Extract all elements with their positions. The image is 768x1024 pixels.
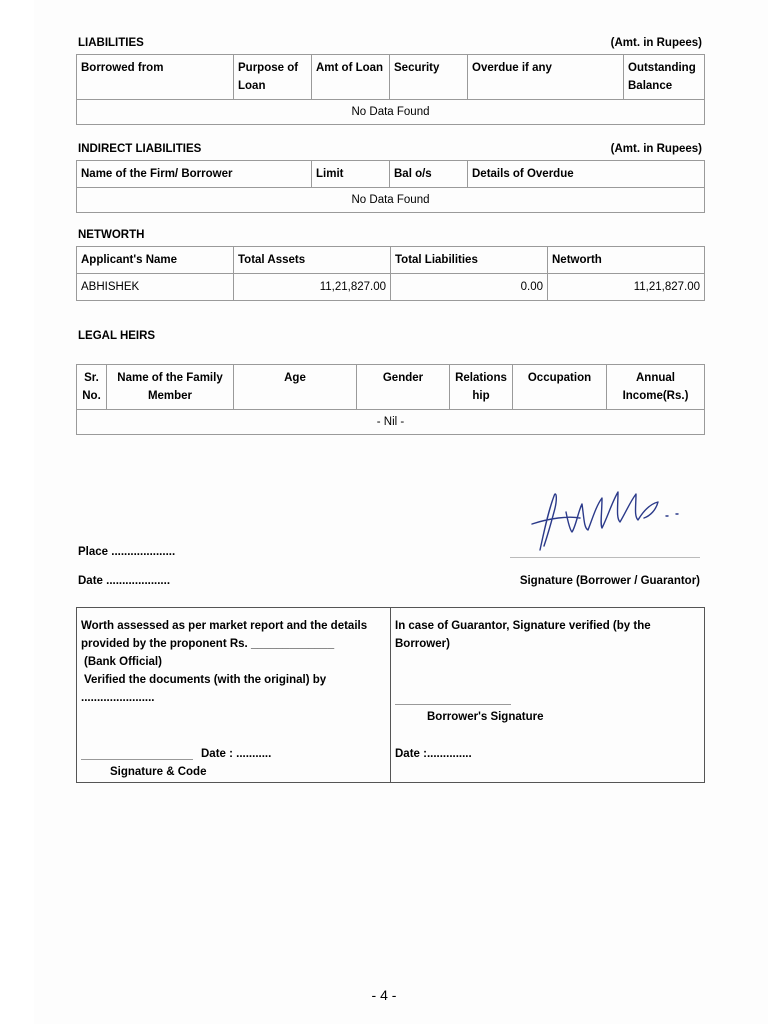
total-assets: 11,21,827.00 [234,274,391,301]
header-cell: Limit [312,161,390,188]
table-row [77,100,705,125]
indirect-unit: (Amt. in Rupees) [610,143,702,155]
header-cell: Sr. No. [77,365,107,410]
header-cell: Occupation [513,365,607,410]
empty-message: - Nil - [77,410,705,435]
indirect-title: INDIRECT LIABILITIES [78,143,202,155]
header-cell: Amt of Loan [312,55,390,100]
place-label: Place .................... [78,546,176,558]
right-date-label: Date :.............. [395,748,472,760]
verified-by-dots: ....................... [81,692,155,704]
header-cell: Relations hip [450,365,513,410]
page-number: - 4 - [371,987,397,1003]
signature-caption: Signature (Borrower / Guarantor) [519,575,700,587]
handwritten-signature [510,472,690,556]
indirect-table [76,160,705,213]
table-row [77,274,705,301]
signature-code-label: Signature & Code [110,766,207,778]
header-cell: Details of Overdue [468,161,705,188]
header-cell: Name of the Family Member [107,365,234,410]
header-cell: Networth [548,247,705,274]
borrower-signature-line [395,704,511,705]
networth-heading [78,229,702,241]
legal-heirs-heading [78,330,702,342]
table-header-row [77,247,705,274]
borrower-text: Borrower) [395,638,450,650]
liabilities-table [76,54,705,125]
legal-heirs-table [76,364,705,435]
networth-table [76,246,705,301]
header-cell: Purpose of Loan [234,55,312,100]
worth-assessed-text: Worth assessed as per market report and the details [81,620,368,632]
left-date-label: Date : ........... [201,748,272,760]
signature-line [510,557,700,558]
header-cell: Annual Income(Rs.) [607,365,705,410]
borrower-signature-label: Borrower's Signature [427,711,544,723]
header-cell: Outstanding Balance [624,55,705,100]
verified-documents-text: Verified the documents (with the original) by [84,674,327,686]
date-label: Date .................... [78,575,171,587]
signature-code-line [81,759,193,760]
header-cell: Name of the Firm/ Borrower [77,161,312,188]
header-cell: Total Liabilities [391,247,548,274]
liabilities-unit: (Amt. in Rupees) [610,37,702,49]
header-cell: Total Assets [234,247,391,274]
header-cell: Applicant's Name [77,247,234,274]
table-row [77,410,705,435]
table-header-row [77,365,705,410]
empty-message: No Data Found [77,100,705,125]
header-cell: Age [234,365,357,410]
header-cell: Security [390,55,468,100]
header-cell: Borrowed from [77,55,234,100]
bank-official-section [77,608,391,782]
indirect-heading [78,143,702,155]
table-header-row [77,161,705,188]
applicant-name: ABHISHEK [77,274,234,301]
proponent-amount-text: provided by the proponent Rs. _____________ [81,638,335,650]
total-liabilities: 0.00 [391,274,548,301]
header-cell: Overdue if any [468,55,624,100]
table-header-row [77,55,705,100]
bank-official-text: (Bank Official) [84,656,162,668]
guarantor-verified-text: In case of Guarantor, Signature verified (by the [395,620,651,632]
networth-value: 11,21,827.00 [548,274,705,301]
liabilities-title: LIABILITIES [78,37,144,49]
liabilities-heading [78,37,702,49]
legal-heirs-title: LEGAL HEIRS [78,330,156,342]
verification-box [76,607,705,783]
networth-title: NETWORTH [78,229,145,241]
guarantor-section [391,608,704,782]
table-row [77,188,705,213]
header-cell: Bal o/s [390,161,468,188]
empty-message: No Data Found [77,188,705,213]
header-cell: Gender [357,365,450,410]
